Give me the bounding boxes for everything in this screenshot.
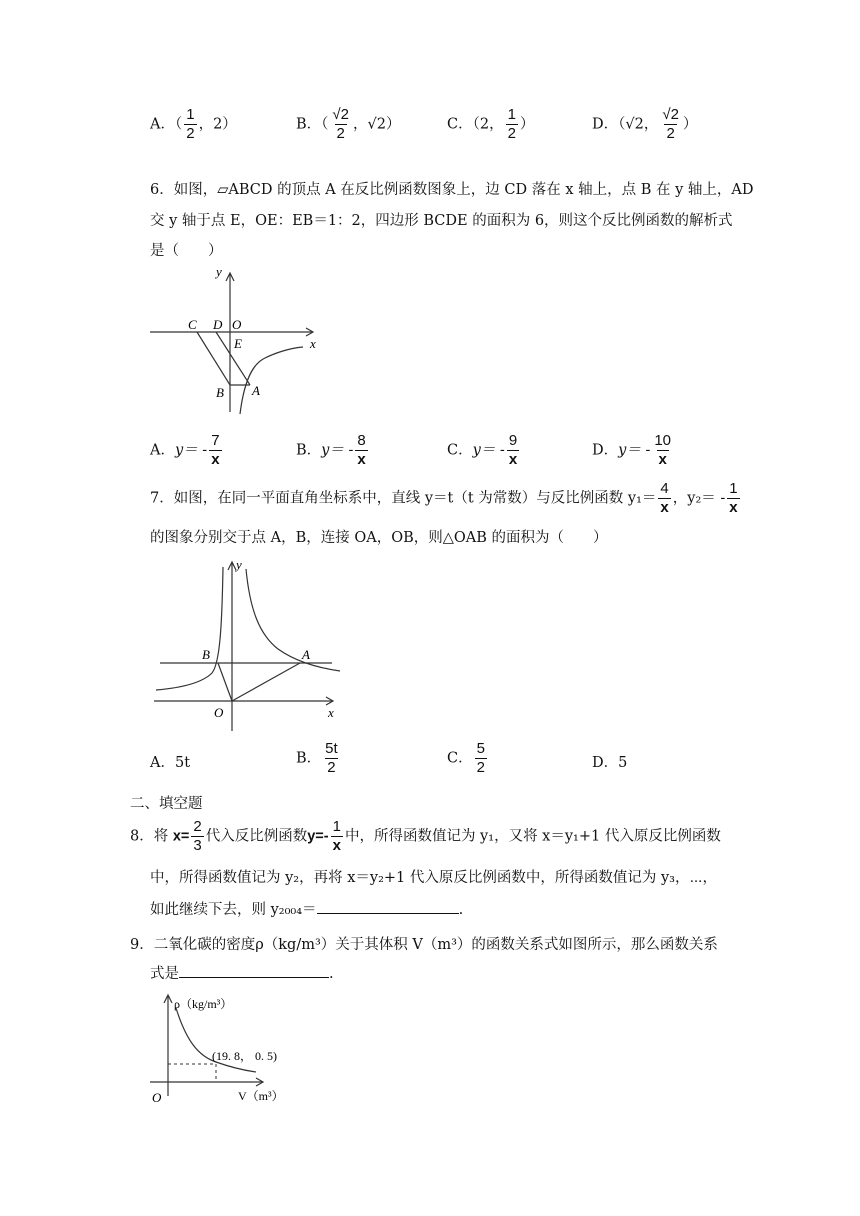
frac-num: 5 — [476, 740, 485, 757]
q6-label-e: E — [234, 336, 242, 351]
frac-den: 2 — [666, 125, 675, 142]
q6-figure — [140, 262, 340, 422]
option-label: C． — [447, 750, 473, 767]
option-frac — [323, 740, 340, 777]
option-label: C． — [447, 442, 473, 459]
frac-den: 2 — [507, 125, 516, 142]
option-pre: y＝ - — [618, 442, 651, 459]
q6-option-d — [592, 432, 675, 469]
q8-line-3-end: . — [458, 902, 464, 918]
frac-den: 2 — [186, 125, 195, 142]
q7-option-c — [447, 740, 489, 777]
frac-num: 1 — [332, 818, 341, 835]
q7-label-o: O — [214, 705, 224, 720]
option-pre: y＝ - — [472, 442, 505, 459]
frac-den: x — [729, 499, 738, 516]
option-frac — [652, 432, 673, 469]
frac-num: 1 — [186, 106, 195, 123]
q8-line-2: 中，所得函数值记为 y₂，再将 x＝y₂+1 代入原反比例函数中，所得函数值记为 y₃，⋯， — [150, 870, 718, 886]
frac-num: 1 — [729, 480, 738, 497]
q6-label-c: C — [188, 317, 197, 332]
q8-y-frac — [331, 818, 343, 855]
frac-num: 4 — [660, 480, 669, 497]
q7-line-1 — [150, 480, 742, 517]
option-label: B． — [296, 442, 322, 459]
q5-option-b-frac — [330, 106, 351, 143]
q6-option-a — [150, 432, 224, 469]
q5-option-c — [447, 106, 534, 143]
q8-answer-blank[interactable] — [317, 899, 459, 914]
q6-label-x: x — [310, 336, 316, 351]
q5-option-a-frac — [184, 106, 196, 143]
q7-label-x: x — [328, 705, 334, 720]
option-pre: y＝ - — [174, 442, 208, 459]
q6-side-cb — [197, 332, 230, 385]
q7-segment-oa — [232, 663, 300, 701]
q5-option-c-label: C．（2， — [447, 116, 504, 133]
q8-line-1 — [130, 818, 721, 855]
q6-line-2: 交 y 轴于点 E，OE：EB＝1：2，四边形 BCDE 的面积为 6，则这个反比例函数的解析式 — [150, 213, 733, 229]
frac-den: x — [211, 451, 220, 468]
q8-text-c: 中，所得函数值记为 y₁，又将 x＝y₁+1 代入原反比例函数 — [344, 828, 721, 845]
q8-x-frac — [191, 818, 203, 855]
q6-label-b: B — [216, 385, 224, 400]
q9-line-2-end: . — [329, 966, 334, 982]
q5-option-b — [296, 106, 400, 143]
q7-label-y: y — [236, 557, 242, 572]
sep: ， — [352, 116, 368, 133]
q6-label-y: y — [216, 264, 222, 279]
option-frac — [475, 740, 487, 777]
frac-num: 8 — [357, 432, 366, 449]
q8-line-3 — [150, 899, 463, 920]
q7-option-b — [296, 740, 342, 777]
frac-den: 2 — [476, 759, 485, 776]
q5-option-a-rest: 2） — [213, 116, 237, 133]
frac-den: x — [660, 499, 669, 516]
frac-num: √2 — [332, 106, 349, 123]
q7-line-2: 的图象分别交于点 A，B，连接 OA，OB，则△OAB 的面积为（ ） — [150, 530, 608, 546]
option-frac — [355, 432, 367, 469]
frac-den: x — [357, 451, 366, 468]
q6-option-b — [296, 432, 370, 469]
q5-option-d-rest: ） — [682, 116, 698, 133]
q6-option-c — [447, 432, 521, 469]
frac-num: 1 — [507, 106, 516, 123]
section-title: 二、填空题 — [130, 796, 203, 812]
q5-option-c-frac — [506, 106, 518, 143]
frac-den: 3 — [193, 837, 202, 854]
q7-figure — [150, 555, 350, 735]
q5-option-a-label: A．（ — [150, 116, 183, 133]
frac-num: 2 — [193, 818, 202, 835]
q5-option-d-label: D．（√2， — [592, 116, 659, 133]
q8-text-a: 8．将 — [130, 828, 169, 845]
frac-den: 2 — [327, 759, 336, 776]
q9-figure — [146, 992, 296, 1110]
sep: ， — [198, 116, 214, 133]
q6-line-1: 6．如图，▱ABCD 的顶点 A 在反比例函数图象上，边 CD 落在 x 轴上，点 B 在 y 轴上，AD — [150, 182, 754, 198]
frac-den: x — [332, 837, 341, 854]
frac-num: √2 — [662, 106, 679, 123]
frac-den: 2 — [336, 125, 345, 142]
q7-line-1-text: 7．如图，在同一平面直角坐标系中，直线 y＝t（t 为常数）与反比例函数 y₁＝ — [150, 490, 657, 507]
q7-frac-y2 — [727, 480, 739, 517]
q7-option-a: A．5t — [150, 755, 191, 771]
option-label: B． — [296, 750, 322, 767]
frac-num: 5t — [325, 740, 338, 757]
q5-option-c-rest: ） — [519, 116, 535, 133]
q7-label-a: A — [302, 647, 310, 662]
option-label: D． — [592, 442, 619, 459]
q9-label-v: V（m³） — [238, 1089, 284, 1103]
q6-label-a: A — [252, 383, 260, 398]
q9-answer-blank[interactable] — [179, 963, 329, 978]
q8-y-pre: y=- — [307, 828, 329, 845]
frac-num: 10 — [654, 432, 672, 449]
q6-side-da — [216, 332, 250, 385]
q5-option-b-rest: √2） — [367, 116, 401, 133]
option-pre: y＝ - — [321, 442, 354, 459]
q6-label-d: D — [213, 317, 223, 332]
q6-line-3: 是（ ） — [150, 243, 223, 259]
q9-label-o: O — [152, 1090, 162, 1105]
frac-den: x — [508, 451, 518, 468]
q8-line-3-text: 如此继续下去，则 y₂₀₀₄＝ — [150, 902, 317, 918]
q5-option-d-frac — [660, 106, 681, 143]
q8-text-b: 代入反比例函数 — [205, 828, 308, 845]
q9-line-1: 9．二氧化碳的密度ρ（kg/m³）关于其体积 V（m³）的函数关系式如图所示，那么函数关系 — [130, 937, 718, 953]
frac-den: x — [658, 451, 667, 468]
option-frac — [507, 432, 519, 469]
q9-line-2 — [150, 963, 334, 984]
q7-segment-ob — [218, 663, 232, 701]
q5-option-a — [150, 106, 237, 143]
option-frac — [209, 432, 221, 469]
q5-option-b-label: B．（ — [296, 116, 329, 133]
frac-num: 9 — [508, 432, 518, 449]
q9-line-2-text: 式是 — [150, 966, 179, 982]
q8-x-pre: x= — [172, 828, 190, 845]
q7-line-1-mid: ，y₂＝ - — [672, 490, 726, 507]
q7-hyperbola-right — [246, 569, 340, 671]
q7-label-b: B — [202, 647, 210, 662]
q9-label-rho: ρ（kg/m³） — [174, 997, 233, 1011]
q7-hyperbola-left — [156, 567, 223, 690]
q9-label-point: (19. 8， 0. 5) — [212, 1049, 277, 1063]
q6-hyperbola — [240, 347, 303, 414]
option-label: A． — [150, 442, 175, 459]
q6-label-o: O — [232, 317, 242, 332]
q7-option-d: D．5 — [592, 755, 628, 771]
q7-frac-y1 — [658, 480, 670, 517]
q5-option-d — [592, 106, 697, 143]
frac-num: 7 — [211, 432, 220, 449]
